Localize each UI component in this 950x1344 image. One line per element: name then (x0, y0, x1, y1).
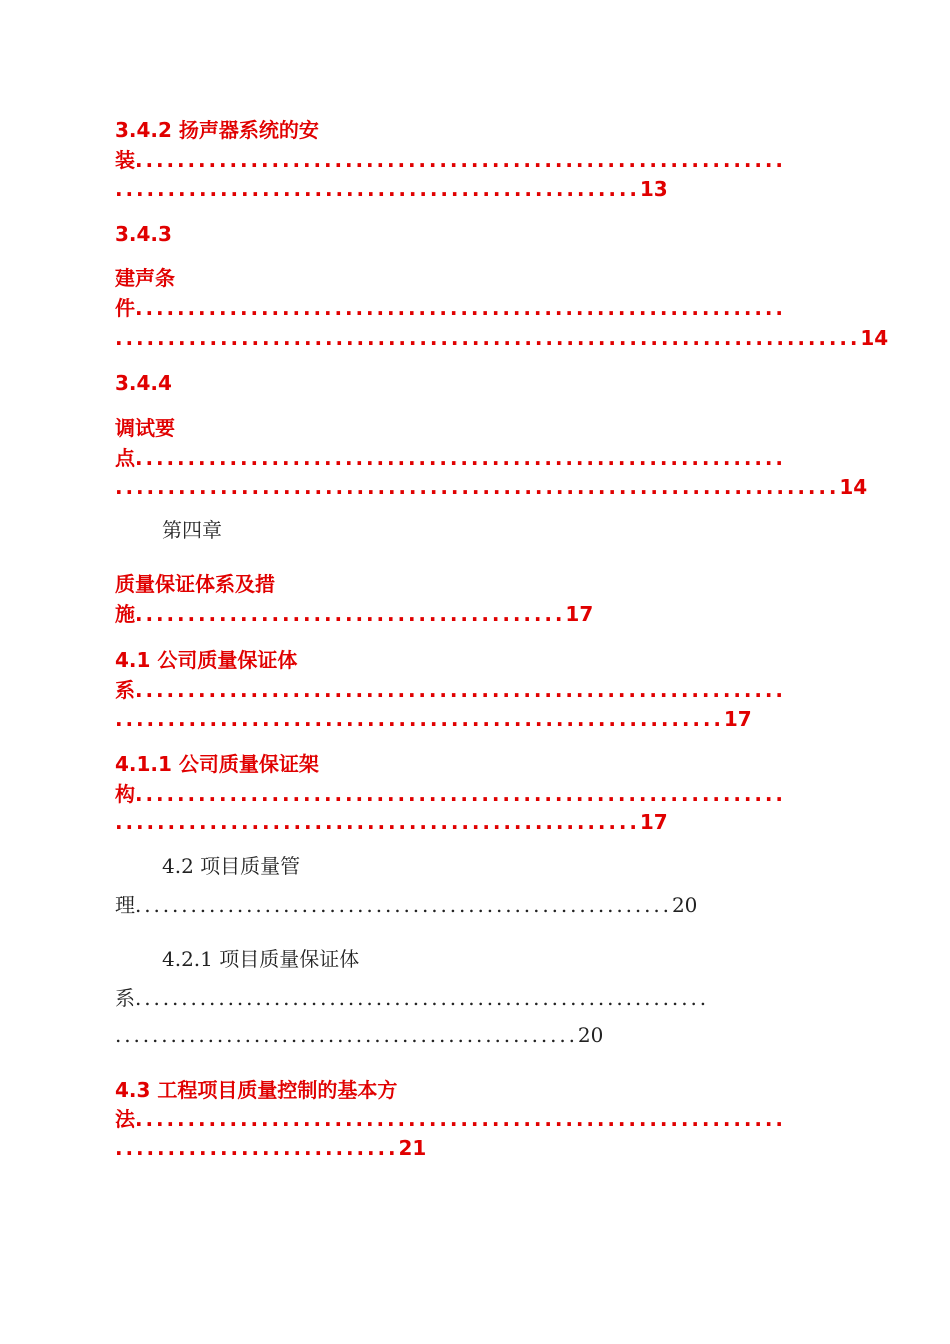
toc-subheading-344: 调试要 (115, 416, 175, 440)
toc-line-411-b (115, 812, 668, 832)
toc-line-343-b (115, 328, 888, 348)
leader-dots: .......................................................... (135, 893, 672, 917)
leader-dots: .......................................................... (115, 707, 724, 731)
toc-line-41-a (115, 680, 786, 700)
toc-line-41-b (115, 709, 752, 729)
toc-page-number: 20 (577, 1023, 604, 1047)
leader-dots: .................................................. (115, 810, 640, 834)
toc-heading-421: 4.2.1 项目质量保证体 (162, 947, 360, 971)
leader-dots: ..................................................................... (115, 475, 840, 499)
leader-dots: ........................... (115, 1136, 399, 1160)
leader-dots: .............................................................. (135, 296, 786, 320)
toc-line-344-b (115, 477, 867, 497)
toc-text: 施 (115, 602, 135, 626)
toc-page-number: 17 (639, 810, 668, 834)
toc-page-number: 17 (723, 707, 752, 731)
leader-dots: .................................................. (115, 177, 640, 201)
toc-text: 理 (115, 893, 135, 917)
toc-line-421-a (115, 988, 709, 1008)
toc-heading-ch4: 质量保证体系及措 (115, 572, 275, 596)
toc-text: 点 (115, 446, 135, 470)
toc-heading-43: 4.3 工程项目质量控制的基本方 (115, 1078, 398, 1102)
toc-page-number: 13 (639, 177, 668, 201)
leader-dots: .............................................................. (135, 148, 786, 172)
toc-heading-41: 4.1 公司质量保证体 (115, 648, 298, 672)
leader-dots: ....................................................................... (115, 326, 861, 350)
leader-dots: .............................................................. (135, 678, 786, 702)
toc-heading-343: 3.4.3 (115, 222, 172, 246)
toc-heading-411: 4.1.1 公司质量保证架 (115, 752, 319, 776)
toc-line-43-a (115, 1109, 786, 1129)
leader-dots: .................................................. (115, 1023, 578, 1047)
toc-page-number: 17 (565, 602, 594, 626)
toc-text: 系 (115, 986, 135, 1010)
toc-page-number: 21 (398, 1136, 427, 1160)
leader-dots: ......................................... (135, 602, 566, 626)
toc-text: 法 (115, 1107, 135, 1131)
toc-text: 件 (115, 296, 135, 320)
toc-page-number: 14 (860, 326, 889, 350)
toc-heading-344: 3.4.4 (115, 371, 172, 395)
leader-dots: .............................................................. (135, 1107, 786, 1131)
toc-line-ch4 (115, 604, 593, 624)
toc-text: 构 (115, 782, 135, 806)
toc-text: 装 (115, 148, 135, 172)
chapter-label: 第四章 (162, 518, 222, 542)
toc-line-344-a (115, 448, 786, 468)
toc-line-342-a (115, 150, 786, 170)
toc-heading-342: 3.4.2 扬声器系统的安 (115, 118, 319, 142)
leader-dots: .............................................................. (135, 446, 786, 470)
toc-line-42 (115, 895, 697, 915)
leader-dots: .............................................................. (135, 986, 709, 1010)
toc-line-411-a (115, 784, 786, 804)
toc-page-number: 14 (839, 475, 868, 499)
toc-subheading-343: 建声条 (115, 266, 175, 290)
toc-line-421-b (115, 1025, 603, 1045)
toc-line-343-a (115, 298, 786, 318)
leader-dots: .............................................................. (135, 782, 786, 806)
toc-text: 系 (115, 678, 135, 702)
toc-page-number: 20 (671, 893, 698, 917)
toc-heading-42: 4.2 项目质量管 (162, 854, 301, 878)
toc-line-43-b (115, 1138, 426, 1158)
toc-line-342-b (115, 179, 668, 199)
